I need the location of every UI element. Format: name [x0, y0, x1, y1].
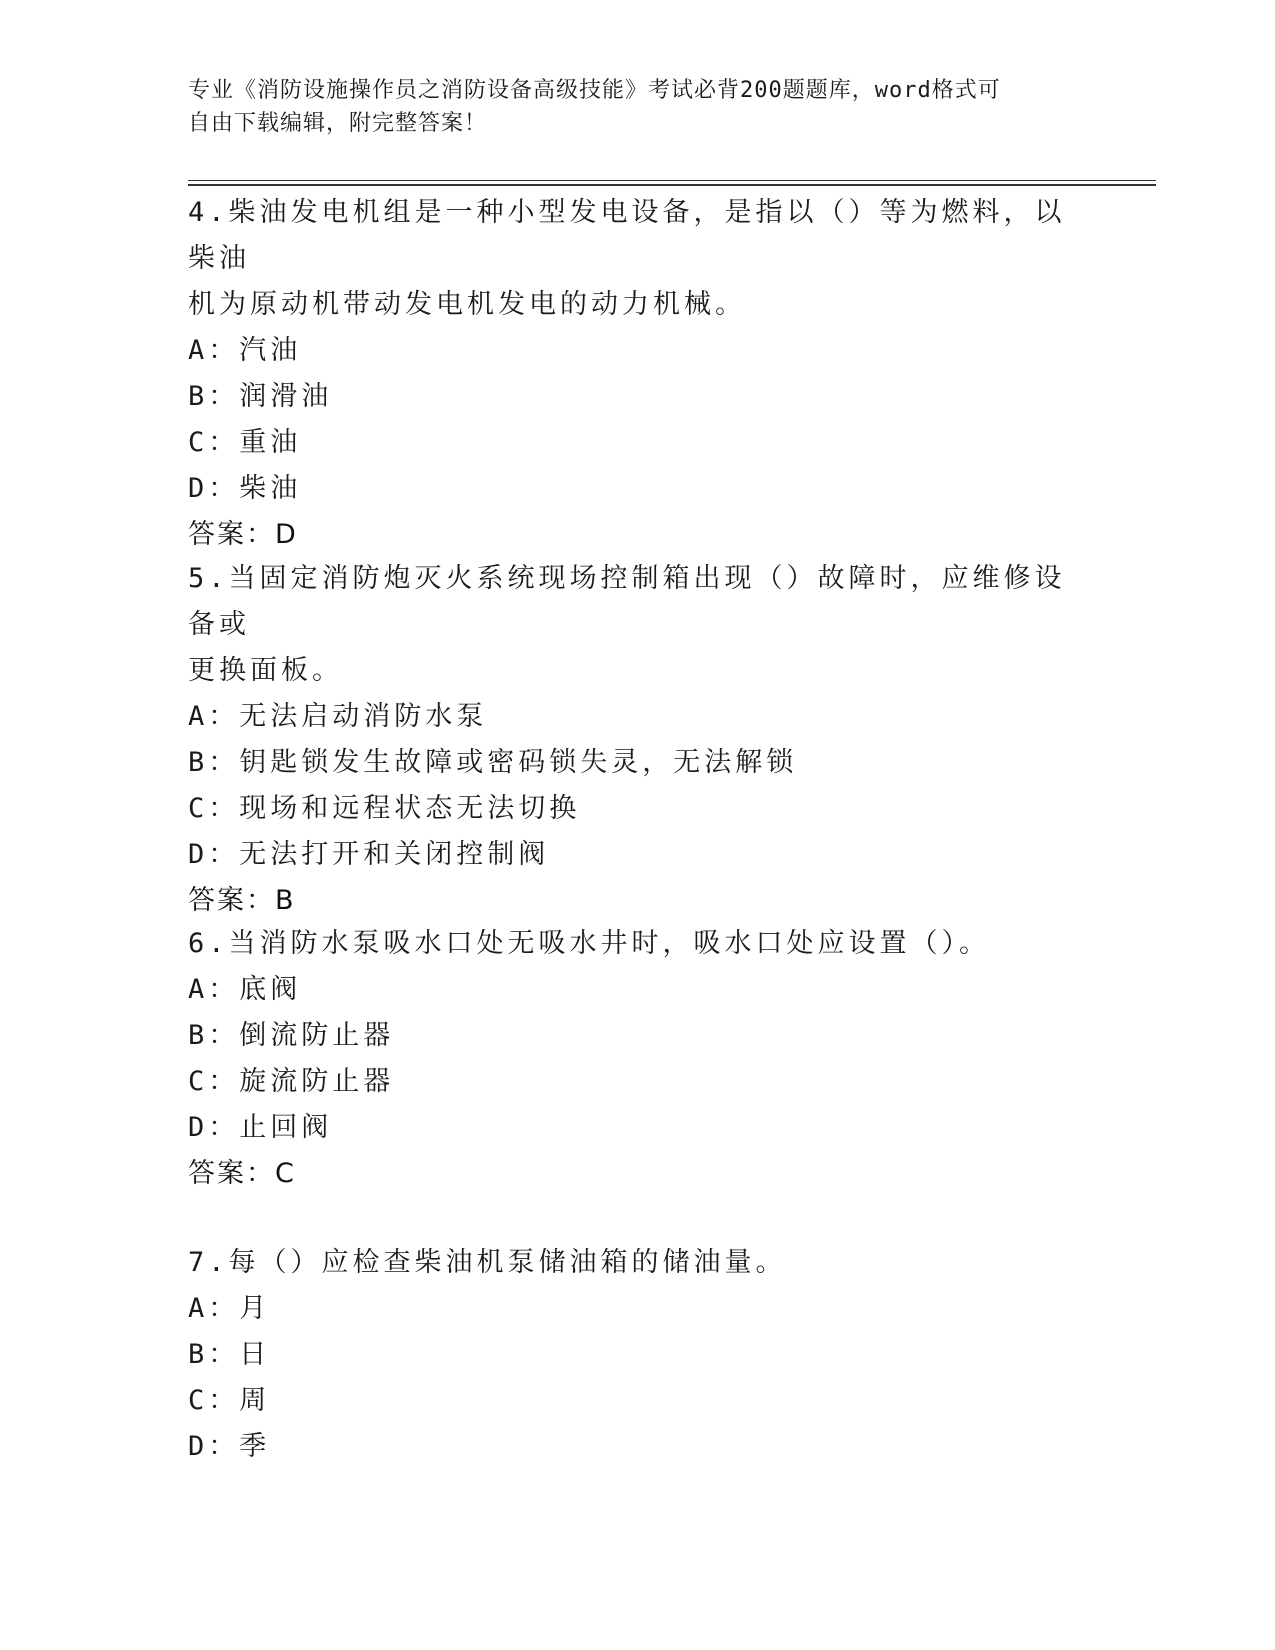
question-line: 5.当固定消防炮灭火系统现场控制箱出现（）故障时，应维修设备或 [188, 563, 1066, 640]
option-b: B：日 [188, 1339, 271, 1370]
question-line: 4.柴油发电机组是一种小型发电设备，是指以（）等为燃料，以柴油 [188, 197, 1066, 274]
option-b: B：润滑油 [188, 381, 333, 412]
option-d: D：止回阀 [188, 1112, 333, 1143]
option-c: C：周 [188, 1385, 271, 1416]
option-b: B：倒流防止器 [188, 1020, 395, 1051]
question-line: 更换面板。 [188, 655, 343, 686]
question-block [188, 1240, 1088, 1470]
question-line: 7.每（）应检查柴油机泵储油箱的储油量。 [188, 1247, 787, 1278]
question-text [188, 921, 1088, 967]
document-header [188, 74, 1068, 140]
question-text [188, 556, 1088, 694]
header-line-2: 自由下载编辑，附完整答案！ [188, 111, 488, 136]
option-a: A：月 [188, 1293, 271, 1324]
option-c: C：旋流防止器 [188, 1066, 395, 1097]
option-d: D：无法打开和关闭控制阀 [188, 839, 550, 870]
option-a: A：底阀 [188, 974, 302, 1005]
option-b: B：钥匙锁发生故障或密码锁失灵，无法解锁 [188, 747, 798, 778]
header-divider-thick [188, 184, 1156, 186]
option-c: C：重油 [188, 427, 302, 458]
header-line-1: 专业《消防设施操作员之消防设备高级技能》考试必背200题题库，word格式可 [188, 78, 1001, 103]
option-a: A：无法启动消防水泵 [188, 701, 488, 732]
answer-label: 答案：D [188, 519, 298, 550]
question-line: 机为原动机带动发电机发电的动力机械。 [188, 289, 746, 320]
question-block [188, 190, 1088, 558]
question-text [188, 1240, 1088, 1286]
header-divider-thin [188, 180, 1156, 181]
question-line: 6.当消防水泵吸水口处无吸水井时，吸水口处应设置（）。 [188, 928, 991, 959]
option-c: C：现场和远程状态无法切换 [188, 793, 581, 824]
option-d: D：柴油 [188, 473, 302, 504]
answer-label: 答案：B [188, 885, 296, 916]
option-a: A：汽油 [188, 335, 302, 366]
question-block [188, 921, 1088, 1197]
option-d: D：季 [188, 1431, 271, 1462]
answer-label: 答案：C [188, 1158, 296, 1189]
question-block [188, 556, 1088, 924]
question-text [188, 190, 1088, 328]
